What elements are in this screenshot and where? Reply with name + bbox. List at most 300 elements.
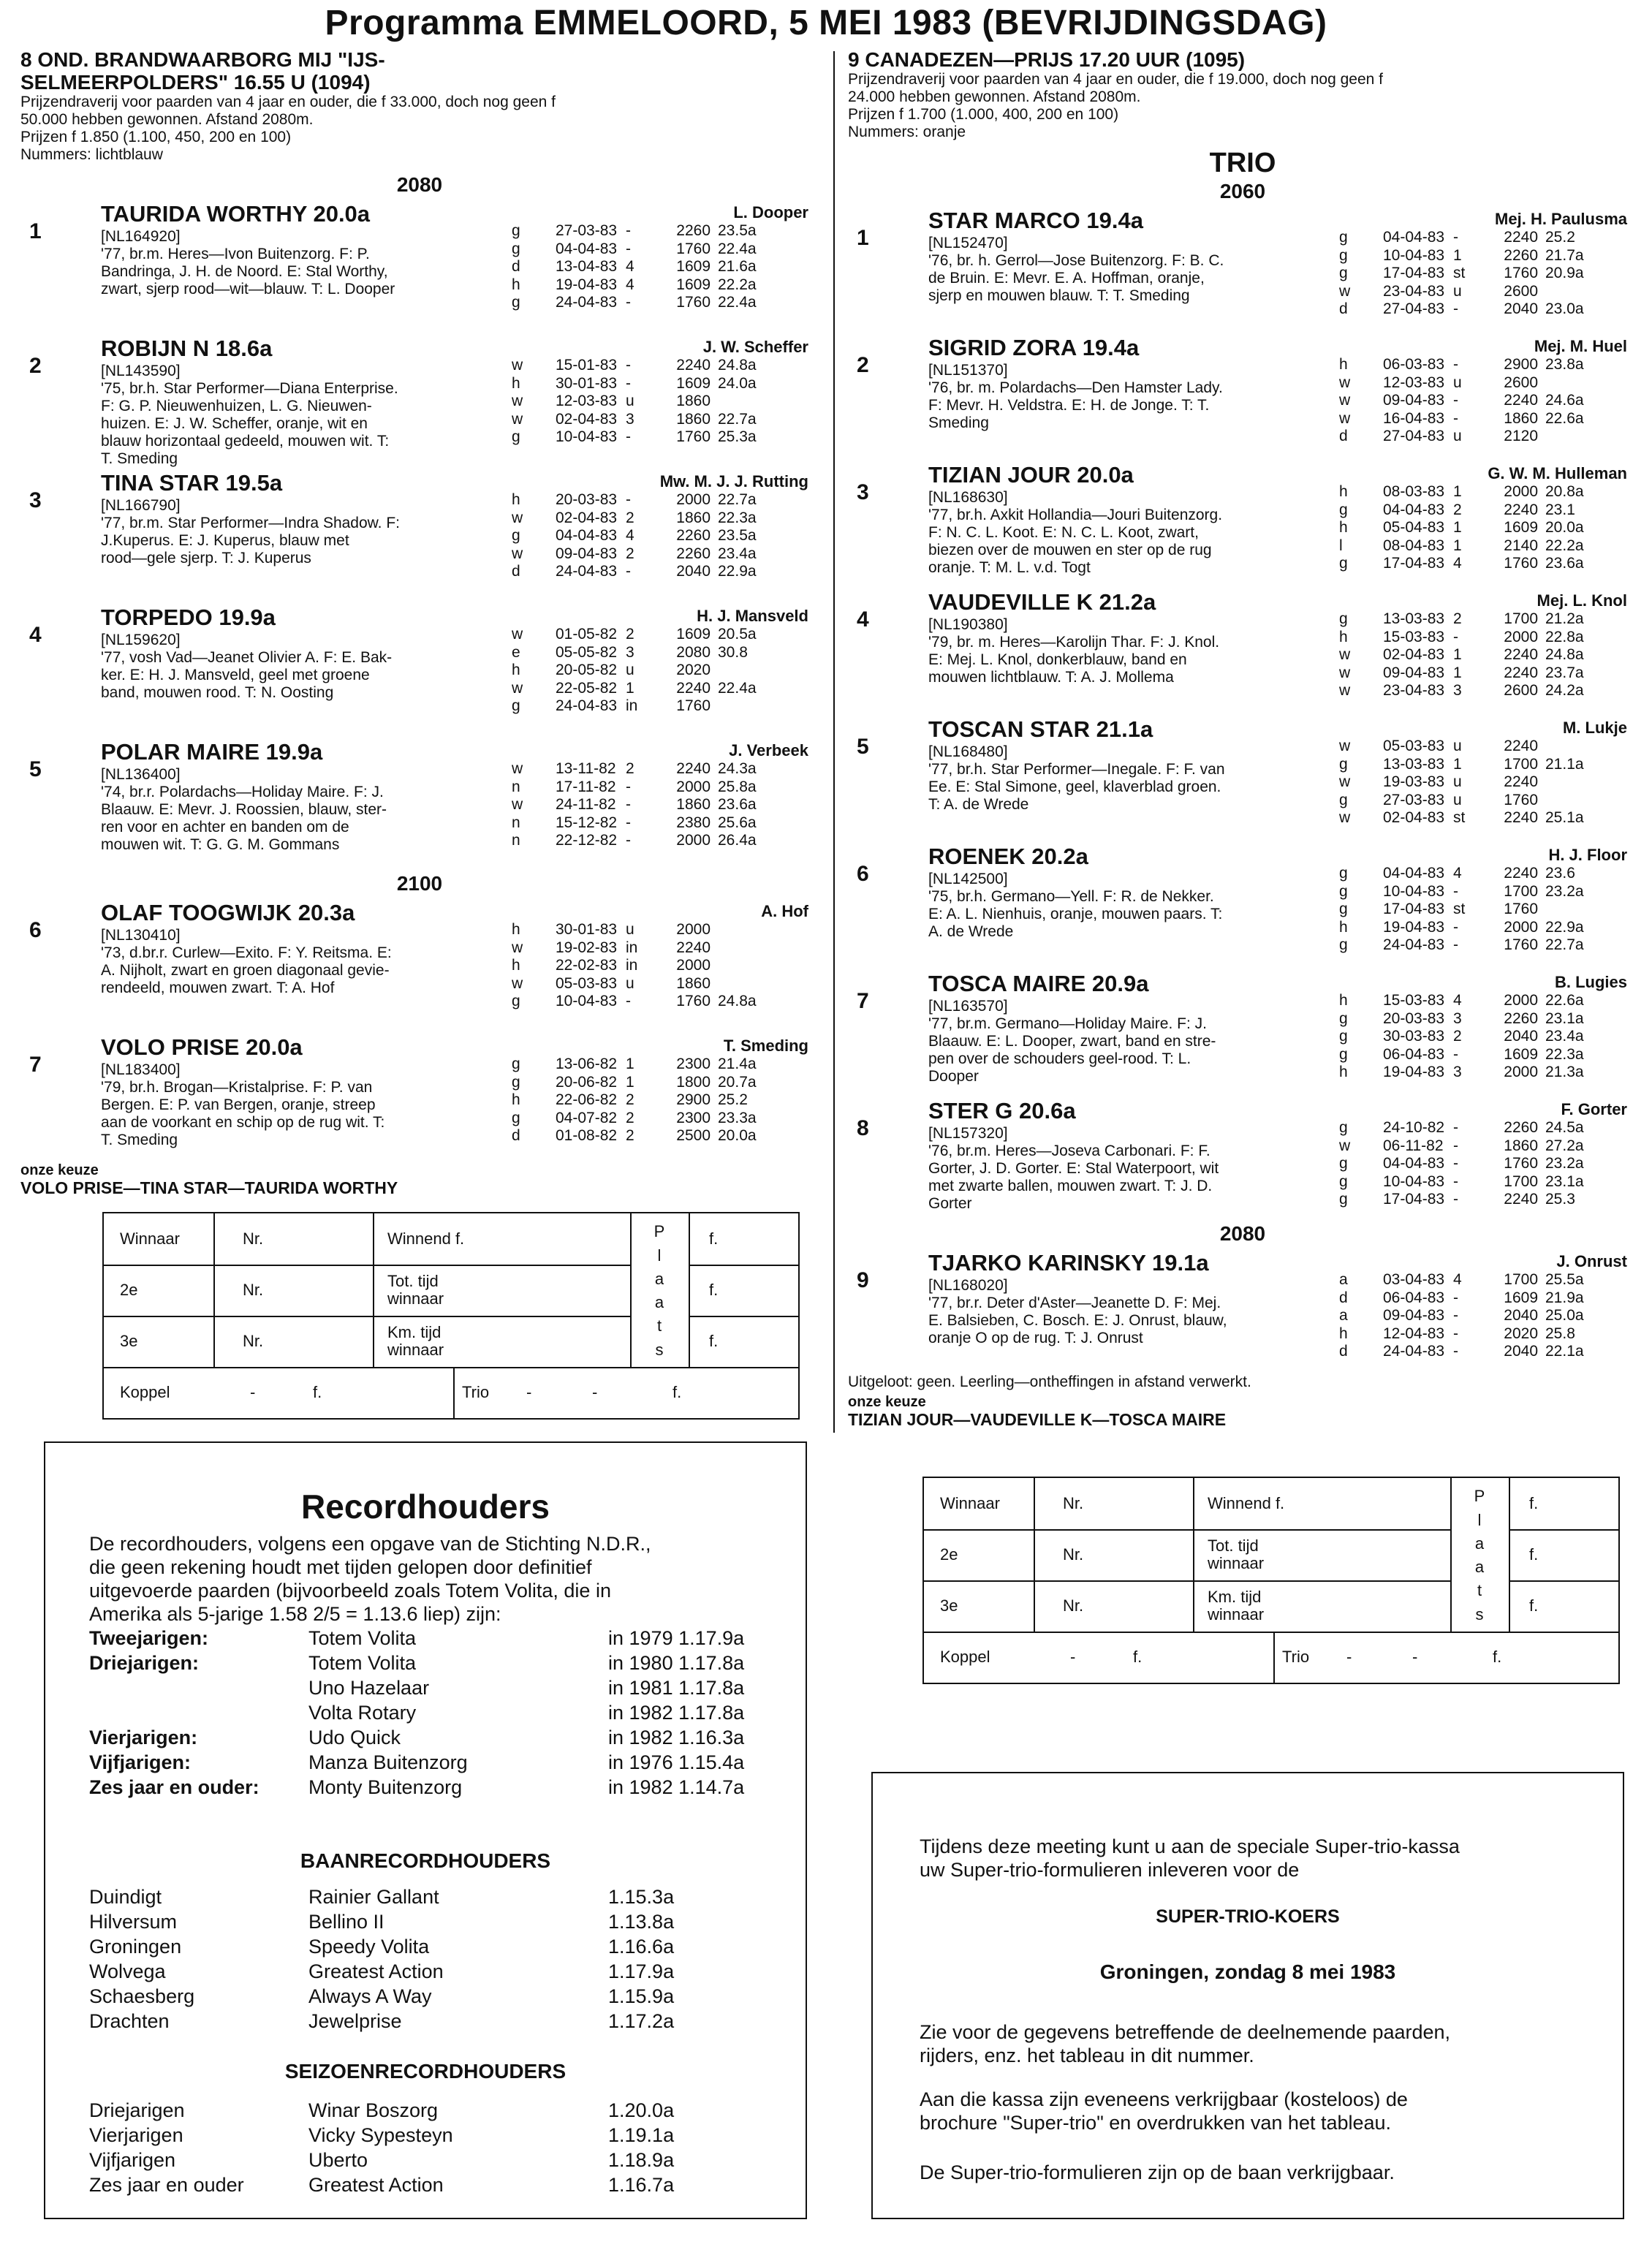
horse-description — [101, 784, 510, 854]
performance-row — [512, 509, 773, 528]
record-row — [89, 1725, 791, 1750]
horse-entry — [20, 604, 819, 738]
performance-row — [1339, 1046, 1601, 1064]
race-date: 27-03-83 — [1383, 791, 1445, 808]
track-code: n — [512, 814, 520, 831]
placing: 2 — [626, 1127, 634, 1145]
track-code: w — [512, 760, 523, 777]
driver-name: B. Lugies — [1554, 973, 1627, 991]
track-code: h — [512, 1091, 520, 1109]
record-time: 1.15.9a — [608, 1985, 675, 2007]
description-line: de Bruin. E: Mevr. E. A. Hoffman, oranje, — [928, 270, 1205, 287]
record-category — [89, 1700, 308, 1725]
placing: 2 — [1453, 1028, 1462, 1045]
label-letter: t — [656, 1316, 662, 1335]
label-letter: a — [1474, 1534, 1485, 1553]
race-time: 23.1a — [1545, 1009, 1584, 1027]
description-line: E: Mej. L. Knol, donkerblauw, band en — [928, 651, 1187, 668]
race-distance: 2020 — [676, 662, 711, 679]
record-row — [89, 2098, 791, 2123]
race-time: 21.3a — [1545, 1064, 1584, 1081]
description-line: oranje O op de rug. T: J. Onrust — [928, 1330, 1143, 1346]
description-line: '77, br.h. Axkit Hollandia—Jouri Buitenzorg. — [928, 507, 1223, 523]
description-line: '79, br. m. Heres—Karolijn Thar. F: J. Knol. — [928, 634, 1220, 651]
track-code: w — [1339, 664, 1351, 681]
race-time — [711, 393, 773, 411]
placing: 1 — [1453, 664, 1462, 681]
description-line: mouwen lichtblauw. T: A. J. Mollema — [928, 669, 1174, 686]
placing: 3 — [1453, 1009, 1462, 1027]
performance-row — [1339, 919, 1601, 937]
performance-row — [512, 357, 773, 375]
race-distance: 1700 — [1504, 755, 1538, 773]
horse-number: 2 — [29, 354, 42, 378]
track-code: h — [1339, 1325, 1348, 1342]
race-date: 04-04-83 — [556, 527, 618, 545]
description-line: band, mouwen rood. T: N. Oosting — [101, 684, 334, 701]
race-distance: 2240 — [1504, 646, 1538, 664]
track-code: g — [1339, 1028, 1348, 1045]
race-date: 13-04-83 — [556, 258, 618, 276]
race-distance: 2240 — [1504, 392, 1538, 409]
performance-row — [1339, 1119, 1601, 1137]
race-date: 10-04-83 — [556, 428, 618, 446]
label-line: winnaar — [387, 1289, 444, 1308]
record-horse: Jewelprise — [308, 2010, 402, 2032]
track-code: g — [512, 222, 520, 239]
race-date: 19-02-83 — [556, 939, 618, 956]
distance-heading: 2060 — [1219, 180, 1266, 202]
performance-row — [512, 975, 773, 993]
performance-row — [512, 276, 773, 295]
driver-name: Mej. M. Huel — [1534, 337, 1627, 355]
race-distance: 2000 — [676, 778, 711, 795]
race-time: 25.1a — [1545, 809, 1584, 827]
track-code: g — [1339, 1009, 1348, 1027]
place-label-vertical — [1450, 1481, 1509, 1630]
race-time: 22.3a — [1545, 1045, 1584, 1063]
track-code: n — [512, 778, 520, 795]
record-horse: Always A Way — [308, 1985, 432, 2007]
performance-row — [1339, 1155, 1601, 1173]
horse-entry — [848, 588, 1637, 716]
race-distance: 2260 — [676, 222, 711, 239]
track-code: w — [1339, 392, 1351, 409]
horse-name: TINA STAR 19.5a — [101, 470, 283, 496]
performance-row — [1339, 792, 1601, 810]
race-distance: 2000 — [676, 957, 711, 974]
placing: 3 — [1453, 1064, 1462, 1081]
performance-row — [512, 957, 773, 975]
race-date: 03-04-83 — [1383, 1271, 1445, 1288]
race-date: 19-04-83 — [556, 276, 618, 293]
race-distance: 1800 — [676, 1073, 711, 1091]
driver-name: Mej. L. Knol — [1537, 591, 1627, 610]
performance-list — [1339, 1271, 1601, 1361]
performance-list — [1339, 229, 1601, 319]
placing: - — [1453, 1307, 1458, 1325]
placing: 4 — [1453, 1271, 1462, 1288]
number-label: Nr. — [1063, 1545, 1084, 1564]
race-distance: 1760 — [676, 294, 711, 311]
koppel-label: Koppel — [940, 1648, 990, 1666]
track-code: w — [1339, 809, 1351, 827]
horse-entry — [848, 1097, 1637, 1224]
trio-label: Trio — [462, 1383, 490, 1401]
record-row — [89, 1934, 791, 1959]
race-distance: 2260 — [1504, 1119, 1538, 1136]
performance-row — [1339, 682, 1601, 700]
race-date: 12-03-83 — [556, 393, 618, 410]
race-time: 20.0a — [1545, 519, 1584, 537]
record-horse: Manza Buitenzorg — [308, 1751, 468, 1773]
horse-entry — [20, 200, 819, 335]
label-line: winnaar — [387, 1341, 444, 1359]
placing: 1 — [626, 1073, 634, 1091]
performance-row — [512, 563, 773, 581]
label-line: Tot. tijd — [1208, 1536, 1259, 1555]
performance-row — [1339, 1307, 1601, 1325]
registration-number: [NL159620] — [101, 632, 181, 648]
winning-amount-label: Winnend f. — [1208, 1494, 1285, 1512]
horse-name: TOSCAN STAR 21.1a — [928, 716, 1153, 742]
placing: 2 — [1453, 501, 1462, 518]
description-line: met zwarte ballen, mouwen zwart. T: J. D. — [928, 1178, 1213, 1194]
horse-number: 3 — [857, 480, 869, 504]
performance-row — [512, 662, 773, 680]
description-line: Gorter, J. D. Gorter. E: Stal Waterpoort, wit — [928, 1160, 1219, 1177]
total-time-label — [1208, 1529, 1441, 1580]
race-distance: 2240 — [1504, 809, 1538, 827]
track-code: h — [1339, 356, 1348, 373]
performance-row — [1339, 483, 1601, 501]
amount-f-label: f. — [672, 1383, 682, 1401]
performance-row — [512, 294, 773, 312]
race-time — [1538, 738, 1601, 756]
placing: 4 — [626, 258, 634, 276]
performance-row — [512, 760, 773, 778]
description-line: Ee. E: Stal Simone, geel, klaverblad groen. — [928, 778, 1221, 795]
record-time: in 1981 1.17.8a — [608, 1677, 745, 1699]
race-date: 02-04-83 — [1383, 809, 1445, 827]
record-horse: Uno Hazelaar — [308, 1677, 430, 1699]
horse-description — [101, 380, 510, 468]
race-distance: 2240 — [676, 760, 711, 777]
placing: - — [1453, 936, 1458, 954]
race-distance: 1760 — [1504, 901, 1538, 918]
race-distance: 2000 — [1504, 918, 1538, 936]
super-trio-box — [871, 1772, 1624, 2219]
description-line: '77, br.m. Heres—Ivon Buitenzorg. F: P. — [101, 246, 370, 262]
performance-row — [1339, 1343, 1601, 1361]
record-time: in 1982 1.17.8a — [608, 1702, 745, 1724]
record-category: Zes jaar en ouder: — [89, 1776, 259, 1798]
race-distance: 2260 — [676, 545, 711, 562]
performance-row — [1339, 392, 1601, 410]
race-distance: 2240 — [1504, 1191, 1538, 1208]
performance-row — [512, 1127, 773, 1145]
performance-list — [512, 626, 773, 716]
placing: 3 — [626, 643, 634, 661]
horse-number: 3 — [29, 488, 42, 512]
record-time: in 1980 1.17.8a — [608, 1652, 745, 1674]
placing: - — [626, 778, 631, 795]
race-distance: 1760 — [1504, 555, 1538, 572]
track-code: g — [1339, 901, 1348, 918]
performance-row — [1339, 265, 1601, 283]
race-time: 22.7a — [718, 410, 757, 428]
placing: - — [1453, 882, 1458, 900]
horse-number: 2 — [857, 353, 869, 377]
race-time: 26.4a — [718, 832, 757, 849]
race-distance: 2240 — [676, 939, 711, 956]
race-time: 23.1a — [1545, 1172, 1584, 1190]
placing: in — [626, 957, 638, 974]
placing: 4 — [1453, 865, 1462, 882]
race-distance: 1609 — [676, 258, 711, 276]
race-distance: 2300 — [676, 1056, 711, 1072]
records-intro: De recordhouders, volgens een opgave van de Stichting N.D.R., die geen rekening houdt met tijden gelopen door definitief uitgevoerde paarden (bijvoorbeeld zoals Totem Volita, die in Amerika als 5-jarige 1.58 2/5 = 1.13.6 liep) zijn: — [89, 1533, 651, 1625]
registration-number: [NL136400] — [101, 766, 181, 783]
withdrawn-note: Uitgeloot: geen. Leerling—ontheffingen in afstand verwerkt. — [848, 1373, 1251, 1390]
bet-form-race-9 — [922, 1477, 1620, 1684]
placing: 1 — [1453, 646, 1462, 664]
placing: 1 — [1453, 519, 1462, 537]
race-time: 23.6 — [1545, 865, 1575, 882]
super-trio-heading: SUPER-TRIO-KOERS — [1156, 1906, 1340, 1927]
race-time: 20.5a — [718, 626, 757, 643]
horse-description — [928, 379, 1338, 432]
performance-row — [1339, 936, 1601, 955]
race-distance: 2600 — [1504, 682, 1538, 700]
performance-row — [1339, 374, 1601, 393]
registration-number: [NL152470] — [928, 235, 1008, 251]
race-distance: 2040 — [1504, 1307, 1538, 1325]
record-category: Vierjarigen: — [89, 1727, 198, 1748]
description-line: Bandringa, J. H. de Noord. E: Stal Worthy, — [101, 263, 388, 280]
performance-row — [1339, 738, 1601, 756]
performance-row — [512, 939, 773, 958]
track-code: l — [1339, 537, 1343, 554]
performance-list — [1339, 483, 1601, 573]
track-code: h — [1339, 918, 1348, 936]
performance-list — [512, 491, 773, 581]
number-label: Nr. — [243, 1229, 264, 1248]
placing: 3 — [1453, 682, 1462, 700]
registration-number: [NL190380] — [928, 616, 1008, 633]
race-9-entries-2080 — [848, 1249, 1637, 1376]
track-code: w — [512, 796, 523, 814]
description-line: '79, br.h. Brogan—Kristalprise. F: P. van — [101, 1079, 373, 1096]
race-date: 10-04-83 — [556, 993, 618, 1010]
record-row — [89, 1984, 791, 2009]
race-distance: 2900 — [1504, 356, 1538, 373]
race-date: 17-04-83 — [1383, 265, 1445, 282]
race-date: 30-01-83 — [556, 374, 618, 392]
track-code: d — [1339, 1289, 1348, 1306]
horse-number: 5 — [857, 735, 869, 759]
description-line: biezen over de mouwen en ster op de rug — [928, 542, 1212, 558]
performance-row — [512, 814, 773, 833]
race-time: 21.1a — [1545, 755, 1584, 773]
track-code: d — [512, 563, 520, 580]
race-date: 13-03-83 — [1383, 610, 1445, 627]
track-code: g — [1339, 1191, 1348, 1208]
race-distance: 2000 — [676, 832, 711, 849]
record-horse: Monty Buitenzorg — [308, 1776, 463, 1798]
placing: in — [626, 697, 638, 715]
race-date: 19-04-83 — [1383, 1064, 1445, 1081]
km-time-label — [1208, 1580, 1441, 1632]
placing: 2 — [626, 545, 634, 562]
number-label: Nr. — [243, 1281, 264, 1299]
placing: - — [626, 563, 631, 580]
track-code: g — [1339, 501, 1348, 518]
registration-number: [NL166790] — [101, 497, 181, 514]
track-code: w — [512, 410, 523, 428]
track-code: d — [1339, 1343, 1348, 1360]
performance-row — [1339, 901, 1601, 919]
placing: - — [1453, 1343, 1458, 1360]
koppel-label: Koppel — [120, 1383, 170, 1401]
description-line: '77, br.m. Germano—Holiday Maire. F: J. — [928, 1015, 1207, 1032]
performance-row — [1339, 1137, 1601, 1156]
performance-row — [1339, 410, 1601, 428]
driver-name: M. Lukje — [1562, 719, 1627, 737]
record-row — [89, 2148, 791, 2172]
horse-entry — [848, 716, 1637, 843]
placing: u — [1453, 791, 1462, 808]
track-code: w — [1339, 409, 1351, 427]
description-line: '77, br.r. Deter d'Aster—Jeanette D. F: Mej. — [928, 1295, 1221, 1311]
description-line: huizen. E: J. W. Scheffer, oranje, wit en — [101, 415, 368, 432]
race-date: 20-03-83 — [556, 491, 618, 508]
placing: 2 — [626, 509, 634, 526]
performance-row — [1339, 356, 1601, 374]
track-code: g — [1339, 229, 1348, 246]
track-code: g — [512, 527, 520, 545]
race-time: 25.8a — [718, 778, 757, 795]
driver-name: L. Dooper — [733, 203, 808, 221]
race-distance: 2240 — [1504, 664, 1538, 681]
track-code: w — [512, 509, 523, 526]
record-category: Vierjarigen — [89, 2124, 183, 2146]
table-rule — [1273, 1632, 1275, 1683]
track-code: g — [1339, 882, 1348, 900]
race-distance: 1760 — [676, 697, 711, 715]
race-date: 04-04-83 — [556, 240, 618, 257]
number-label: Nr. — [1063, 1596, 1084, 1615]
race-date: 02-04-83 — [556, 410, 618, 428]
record-time: 1.18.9a — [608, 2149, 675, 2171]
registration-number: [NL168630] — [928, 489, 1008, 506]
race-9-conditions: Prijzendraverij voor paarden van 4 jaar en ouder, die f 19.000, doch nog geen f 24.000 hebben gewonnen. Afstand 2080m. Prijzen f 1.700 (1.000, 400, 200 en 100) Nummers: oranje — [848, 71, 1383, 140]
number-label: Nr. — [1063, 1494, 1084, 1512]
label-letter: l — [1477, 1510, 1482, 1529]
place-label-vertical — [630, 1216, 689, 1365]
track-code: w — [1339, 1137, 1351, 1154]
record-holders-box — [44, 1441, 807, 2219]
record-row — [89, 1675, 791, 1700]
horse-number: 1 — [857, 226, 869, 250]
race-distance: 1760 — [1504, 936, 1538, 954]
horse-name: POLAR MAIRE 19.9a — [101, 739, 323, 765]
race-date: 22-05-82 — [556, 679, 618, 697]
race-date: 24-04-83 — [1383, 936, 1445, 954]
keuze-label: onze keuze — [848, 1394, 926, 1410]
performance-row — [512, 527, 773, 545]
dash: - — [592, 1383, 598, 1401]
performance-list — [1339, 865, 1601, 955]
placing: 2 — [1453, 610, 1462, 627]
driver-name: H. J. Mansveld — [697, 607, 808, 625]
table-rule — [689, 1213, 690, 1367]
amount-f-label: f. — [1493, 1648, 1502, 1666]
race-time: 24.2a — [1545, 682, 1584, 700]
race-time: 22.1a — [1545, 1343, 1584, 1360]
horse-number: 8 — [857, 1116, 869, 1140]
track-code: g — [512, 240, 520, 257]
description-line: Gorter — [928, 1195, 972, 1212]
race-date: 10-04-83 — [1383, 246, 1445, 264]
race-9-header: 9 CANADEZEN—PRIJS 17.20 UUR (1095) — [848, 48, 1246, 71]
driver-name: G. W. M. Hulleman — [1488, 464, 1627, 482]
track-code: g — [1339, 1172, 1348, 1190]
race-date: 13-11-82 — [556, 760, 616, 777]
track-records-list — [89, 1884, 791, 2034]
performance-row — [512, 697, 773, 716]
registration-number: [NL168020] — [928, 1277, 1008, 1294]
performance-row — [1339, 610, 1601, 629]
label-letter: a — [654, 1269, 664, 1288]
race-time: 20.0a — [718, 1127, 757, 1145]
placing: - — [1453, 1191, 1458, 1208]
race-time: 22.4a — [718, 679, 757, 697]
description-line: '76, br. m. Polardachs—Den Hamster Lady. — [928, 379, 1223, 396]
description-line: T: A. de Wrede — [928, 796, 1029, 813]
race-distance: 1860 — [676, 393, 711, 410]
record-category: Drachten — [89, 2010, 170, 2032]
record-category: Hilversum — [89, 1911, 178, 1933]
race-date: 15-03-83 — [1383, 628, 1445, 645]
placing: 2 — [626, 1109, 634, 1126]
race-8-entries-2080 — [20, 200, 819, 873]
horse-number: 7 — [29, 1053, 42, 1077]
performance-row — [1339, 664, 1601, 683]
record-category: Driejarigen — [89, 2099, 185, 2121]
race-time: 23.6a — [1545, 555, 1584, 572]
race-distance: 1700 — [1504, 1172, 1538, 1190]
horse-number: 4 — [857, 607, 869, 632]
race-distance: 2000 — [1504, 992, 1538, 1009]
record-row — [89, 1750, 791, 1775]
record-category: Duindigt — [89, 1886, 162, 1908]
race-time: 27.2a — [1545, 1137, 1584, 1154]
horse-description — [928, 1143, 1338, 1213]
race-time — [711, 697, 773, 716]
label-letter: P — [653, 1222, 665, 1241]
race-time: 23.4a — [1545, 1028, 1584, 1045]
performance-row — [512, 375, 773, 393]
placing: - — [626, 357, 631, 374]
race-date: 02-04-83 — [1383, 646, 1445, 664]
performance-row — [512, 545, 773, 564]
race-time — [1538, 374, 1601, 393]
race-distance: 1860 — [676, 410, 711, 428]
label-line: Km. tijd — [1208, 1588, 1262, 1606]
race-distance: 1609 — [676, 276, 711, 293]
placing: - — [1453, 1119, 1458, 1136]
